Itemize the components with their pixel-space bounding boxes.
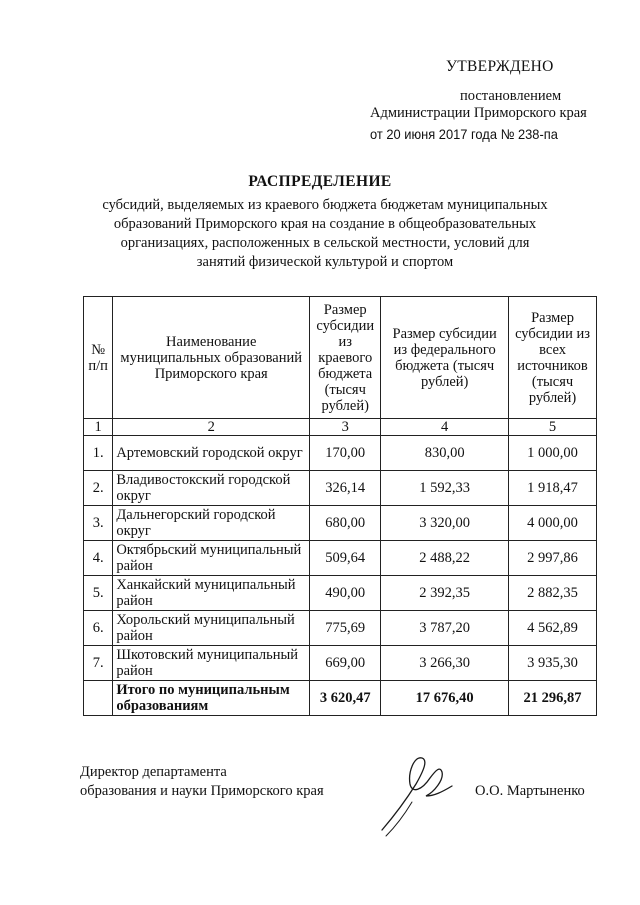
row-number: 5. <box>84 576 113 611</box>
column-number: 1 <box>84 419 113 436</box>
decree-line-3: от 20 июня 2017 года № 238-па <box>370 126 558 142</box>
total-value: 2 882,35 <box>509 576 597 611</box>
signer-position-line-2: образования и науки Приморского края <box>80 783 324 799</box>
regional-value: 326,14 <box>310 471 381 506</box>
total-value: 4 000,00 <box>509 506 597 541</box>
municipality-name: Дальнегорский городской округ <box>113 506 310 541</box>
total-row-number-cell <box>84 681 113 716</box>
table-row <box>84 576 597 611</box>
federal-value: 3 787,20 <box>381 611 509 646</box>
header-cell-total: Размер субсидии из всех источников (тысяч рублей) <box>509 297 597 419</box>
header-cell-name: Наименование муниципальных образований Приморского края <box>113 297 310 419</box>
decree-line-2: Администрации Приморского края <box>370 105 587 121</box>
row-number: 1. <box>84 436 113 471</box>
regional-value: 509,64 <box>310 541 381 576</box>
total-value: 1 000,00 <box>509 436 597 471</box>
table-row <box>84 646 597 681</box>
total-all-value: 21 296,87 <box>509 681 597 716</box>
municipality-name: Владивостокский городской округ <box>113 471 310 506</box>
municipality-name: Ханкайский муниципальный район <box>113 576 310 611</box>
column-number: 3 <box>310 419 381 436</box>
column-number: 5 <box>509 419 597 436</box>
document-subtitle: субсидий, выделяемых из краевого бюджета бюджетам муниципальных образований Приморского края на создание в общеобразовательных организациях, расположенных в сельской местности, условий для занятий физической культурой и спортом <box>102 197 548 270</box>
table-row <box>84 541 597 576</box>
row-number: 2. <box>84 471 113 506</box>
total-federal-value: 17 676,40 <box>381 681 509 716</box>
document-title: РАСПРЕДЕЛЕНИЕ <box>248 173 392 190</box>
federal-value: 830,00 <box>381 436 509 471</box>
subsidy-table <box>83 296 597 716</box>
row-number: 7. <box>84 646 113 681</box>
column-number-row <box>84 419 597 436</box>
municipality-name: Артемовский городской округ <box>113 436 310 471</box>
table-row <box>84 471 597 506</box>
row-number: 3. <box>84 506 113 541</box>
table-row <box>84 436 597 471</box>
municipality-name: Хорольский муниципальный район <box>113 611 310 646</box>
total-label: Итого по муниципальным образованиям <box>113 681 310 716</box>
table-row <box>84 506 597 541</box>
header-cell-number: № п/п <box>84 297 113 419</box>
total-value: 3 935,30 <box>509 646 597 681</box>
header-cell-federal: Размер субсидии из федерального бюджета (тысяч рублей) <box>381 297 509 419</box>
signer-name: О.О. Мартыненко <box>475 783 585 799</box>
signer-position-line-1: Директор департамента <box>80 764 227 780</box>
total-row <box>84 681 597 716</box>
federal-value: 2 488,22 <box>381 541 509 576</box>
municipality-name: Октябрьский муниципальный район <box>113 541 310 576</box>
total-regional-value: 3 620,47 <box>310 681 381 716</box>
handwritten-signature <box>372 750 456 838</box>
total-value: 1 918,47 <box>509 471 597 506</box>
row-number: 6. <box>84 611 113 646</box>
federal-value: 3 266,30 <box>381 646 509 681</box>
regional-value: 669,00 <box>310 646 381 681</box>
federal-value: 1 592,33 <box>381 471 509 506</box>
federal-value: 3 320,00 <box>381 506 509 541</box>
row-number: 4. <box>84 541 113 576</box>
municipality-name: Шкотовский муниципальный район <box>113 646 310 681</box>
header-cell-regional: Размер субсидии из краевого бюджета (тысяч рублей) <box>310 297 381 419</box>
column-number: 4 <box>381 419 509 436</box>
table-row <box>84 611 597 646</box>
regional-value: 170,00 <box>310 436 381 471</box>
regional-value: 775,69 <box>310 611 381 646</box>
decree-line-1: постановлением <box>460 88 562 104</box>
regional-value: 680,00 <box>310 506 381 541</box>
table-header-row <box>84 297 597 419</box>
total-value: 2 997,86 <box>509 541 597 576</box>
approved-stamp-title: УТВЕРЖДЕНО <box>446 58 554 75</box>
federal-value: 2 392,35 <box>381 576 509 611</box>
regional-value: 490,00 <box>310 576 381 611</box>
column-number: 2 <box>113 419 310 436</box>
total-value: 4 562,89 <box>509 611 597 646</box>
